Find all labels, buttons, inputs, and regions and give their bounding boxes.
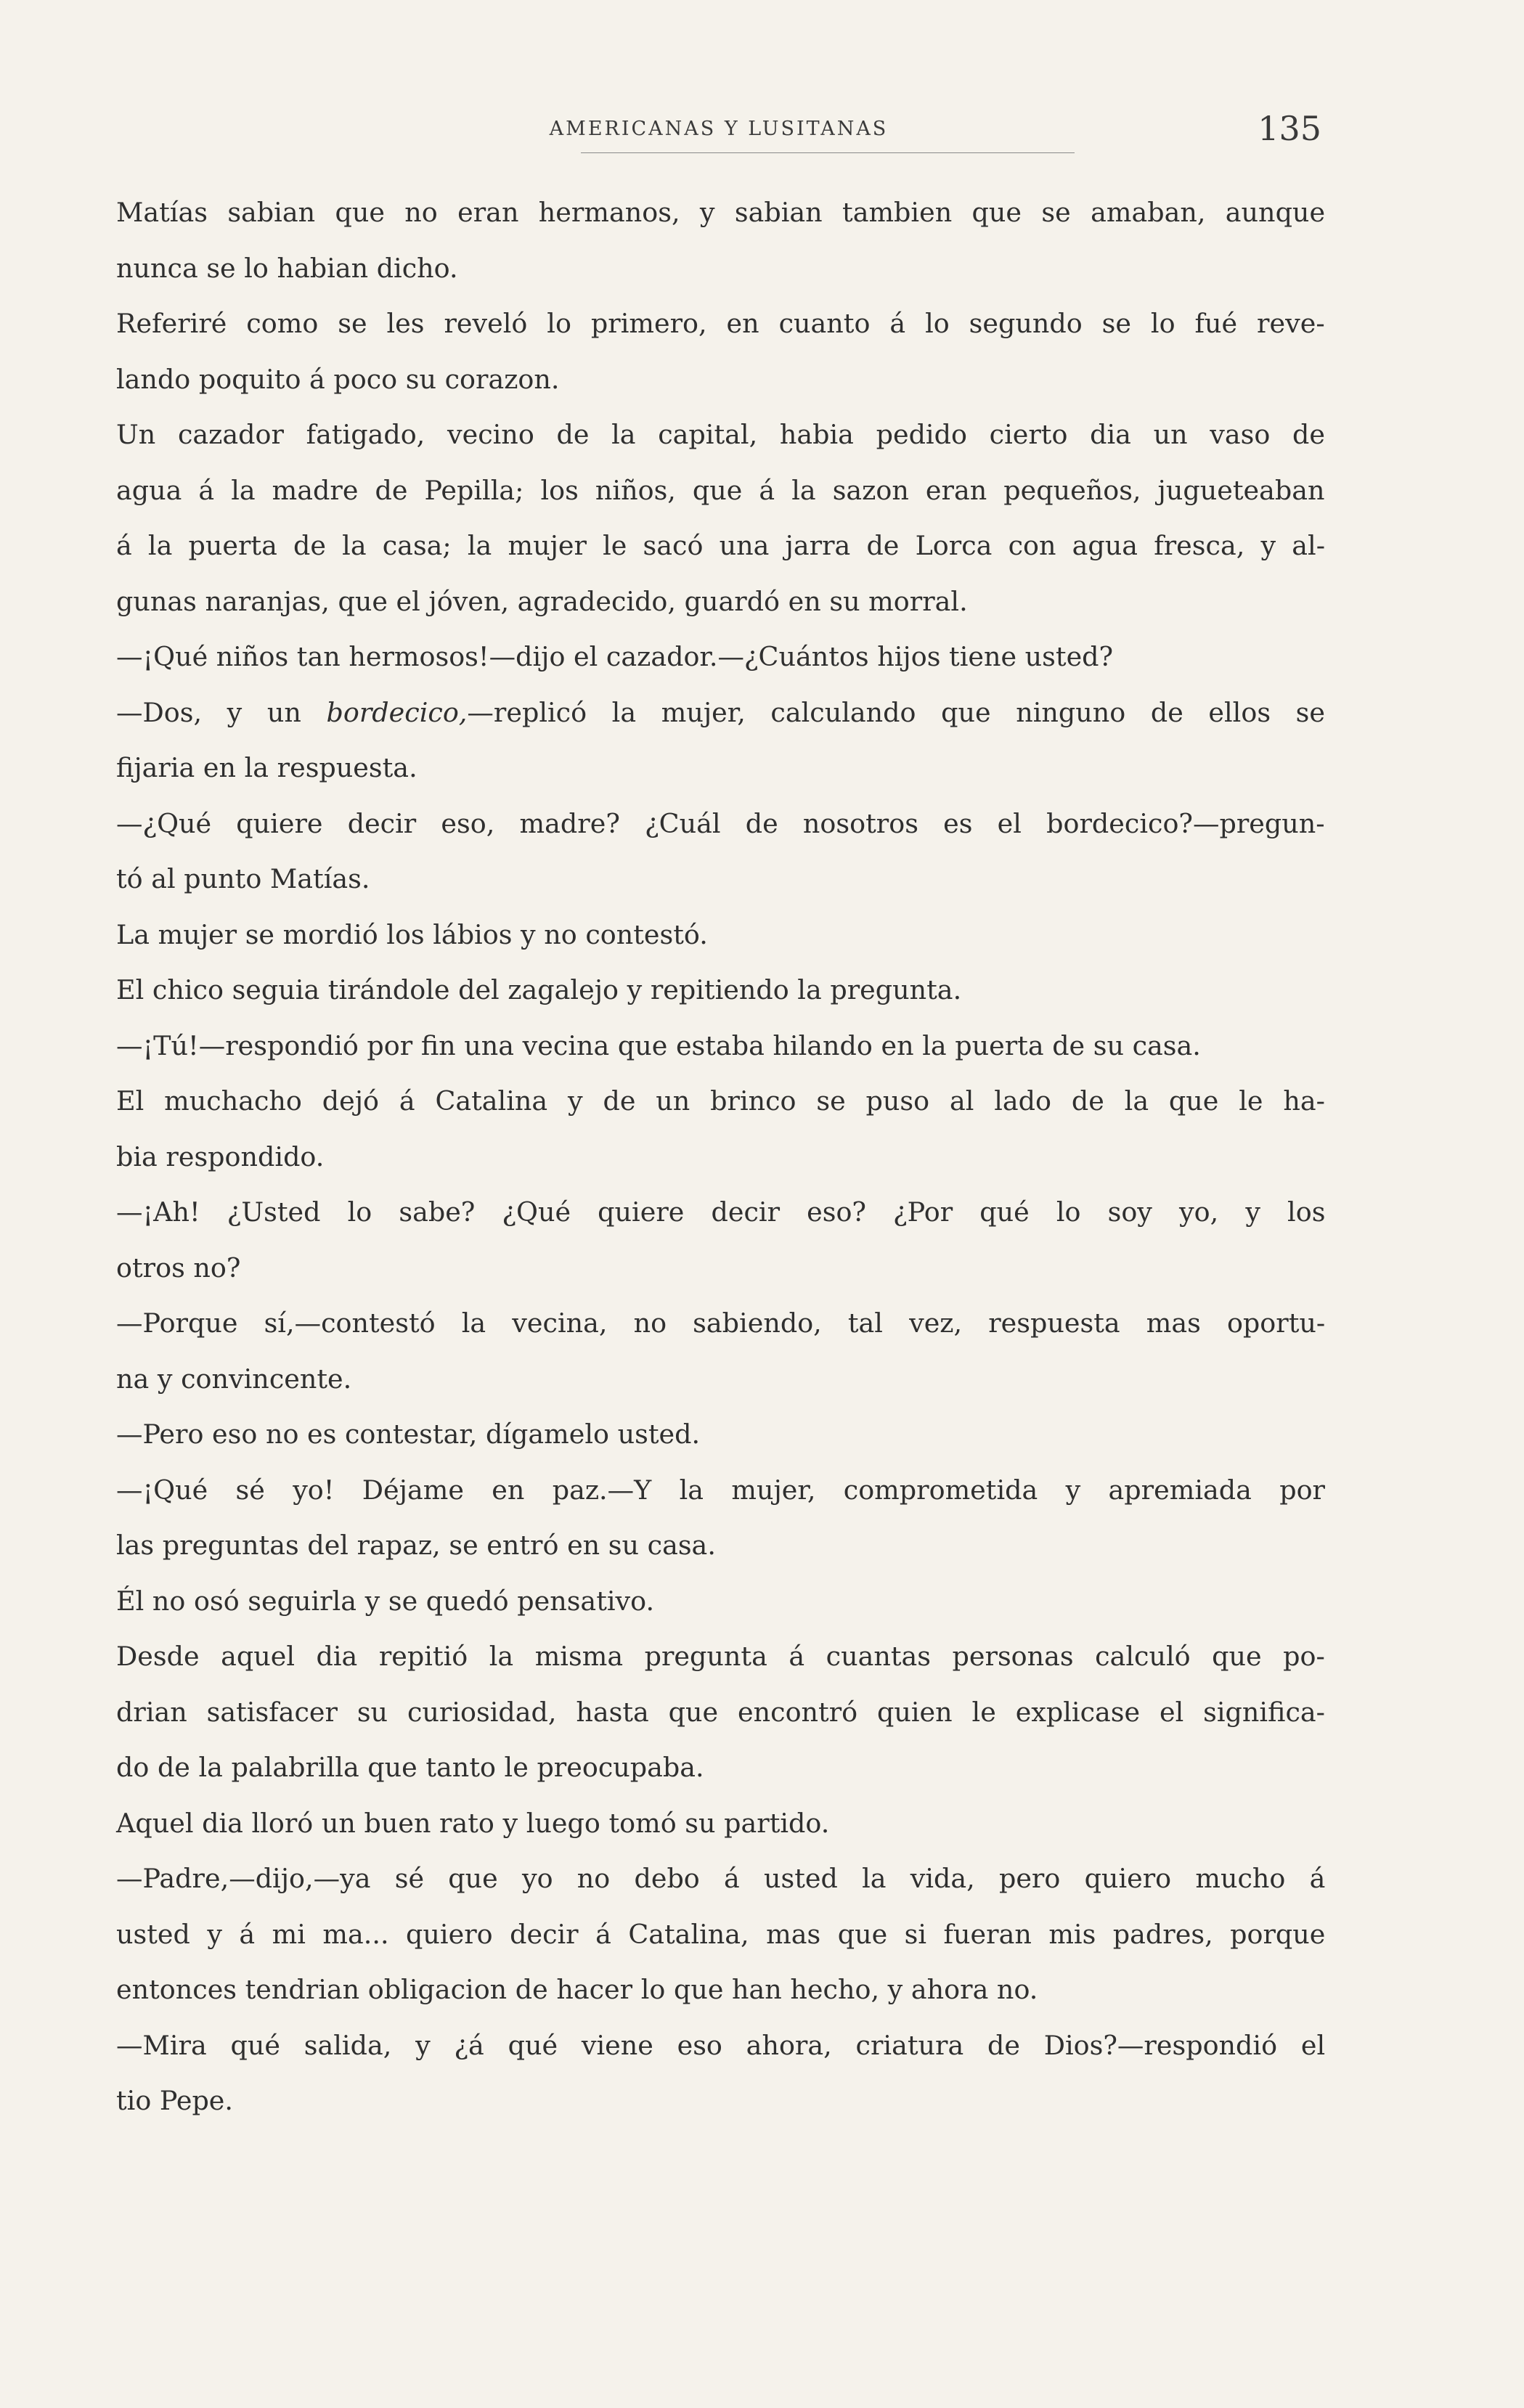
text-line: na y convincente. (116, 1363, 352, 1395)
italic-word: bordecico, (326, 696, 468, 728)
text-segment: —Dos, y un (116, 696, 327, 728)
text-line: tio Pepe. (116, 2085, 234, 2116)
text-line: —Porque sí,—contestó la vecina, no sabiendo, tal vez, respuesta mas oportu- (116, 1307, 1326, 1339)
header-rule (581, 152, 1075, 153)
text-line: El chico seguia tirándole del zagalejo y repitiendo la pregunta. (116, 974, 962, 1005)
text-line: do de la palabrilla que tanto le preocupaba. (116, 1752, 704, 1783)
text-line: —¡Ah! ¿Usted lo sabe? ¿Qué quiere decir eso? ¿Por qué lo soy yo, y los (116, 1196, 1326, 1228)
page-number: 135 (1258, 109, 1321, 148)
text-line: usted y á mi ma... quiero decir á Catalina, mas que si fueran mis padres, porque (116, 1918, 1326, 1950)
running-header (116, 109, 1321, 152)
text-line: Aquel dia lloró un buen rato y luego tomó su partido. (116, 1807, 830, 1839)
text-line (116, 685, 1325, 741)
text-line: La mujer se mordió los lábios y no contestó. (116, 918, 708, 950)
text-line: —¿Qué quiere decir eso, madre? ¿Cuál de nosotros es el bordecico?—pregun- (116, 807, 1325, 839)
text-line: —¡Qué niños tan hermosos!—dijo el cazador.—¿Cuántos hijos tiene usted? (116, 641, 1114, 672)
text-line: fijaria en la respuesta. (116, 752, 417, 783)
text-line: otros no? (116, 1252, 241, 1283)
text-line: tó al punto Matías. (116, 863, 370, 894)
text-line: bia respondido. (116, 1140, 325, 1172)
running-title: AMERICANAS Y LUSITANAS (549, 118, 889, 140)
text-line: Un cazador fatigado, vecino de la capital, habia pedido cierto dia un vaso de (116, 419, 1326, 450)
text-line: El muchacho dejó á Catalina y de un brinco se puso al lado de la que le ha- (116, 1085, 1325, 1117)
text-line: Referiré como se les reveló lo primero, en cuanto á lo segundo se lo fué reve- (116, 308, 1325, 339)
text-line: —Mira qué salida, y ¿á qué viene eso ahora, criatura de Dios?—respondió el (116, 2029, 1326, 2061)
text-line: Él no osó seguirla y se quedó pensativo. (116, 1585, 655, 1617)
text-line: —¡Qué sé yo! Déjame en paz.—Y la mujer, comprometida y apremiada por (116, 1474, 1325, 1506)
body-text (116, 185, 1325, 2129)
text-line: agua á la madre de Pepilla; los niños, que á la sazon eran pequeños, jugueteaban (116, 474, 1325, 506)
text-line: Desde aquel dia repitió la misma pregunta á cuantas personas calculó que po- (116, 1641, 1325, 1672)
text-line: —Padre,—dijo,—ya sé que yo no debo á usted la vida, pero quiero mucho á (116, 1863, 1326, 1894)
text-segment: —replicó la mujer, calculando que ninguno de ellos se (467, 696, 1325, 728)
text-line: nunca se lo habian dicho. (116, 252, 458, 284)
text-line: gunas naranjas, que el jóven, agradecido, guardó en su morral. (116, 585, 968, 617)
text-line: entonces tendrian obligacion de hacer lo que han hecho, y ahora no. (116, 1974, 1038, 2005)
text-line: drian satisfacer su curiosidad, hasta que encontró quien le explicase el significa- (116, 1696, 1325, 1728)
text-line: lando poquito á poco su corazon. (116, 363, 560, 395)
text-line: á la puerta de la casa; la mujer le sacó una jarra de Lorca con agua fresca, y al- (116, 530, 1326, 561)
text-line: —Pero eso no es contestar, dígamelo usted. (116, 1419, 701, 1450)
text-line: Matías sabian que no eran hermanos, y sabian tambien que se amaban, aunque (116, 197, 1326, 228)
text-line: las preguntas del rapaz, se entró en su casa. (116, 1530, 716, 1561)
text-line: —¡Tú!—respondió por fin una vecina que estaba hilando en la puerta de su casa. (116, 1029, 1201, 1061)
